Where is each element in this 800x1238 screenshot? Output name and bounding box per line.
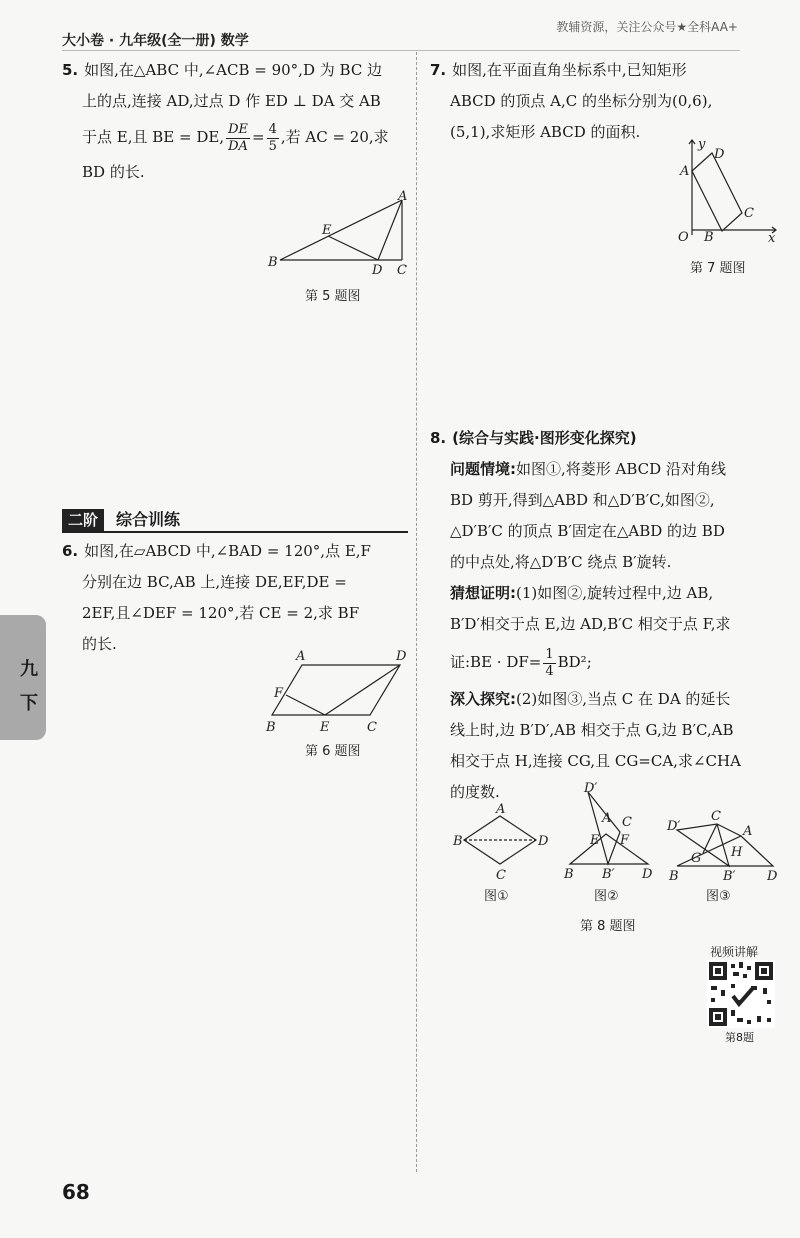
side-tab-char-2: 下 (20, 693, 38, 714)
question-5 (62, 55, 408, 188)
header-book-title: 大小卷 · 九年级(全一册) 数学 (62, 33, 249, 49)
label-bp: B′ (602, 867, 615, 882)
label-b: B (704, 230, 714, 245)
q6-line-3: 2EF,且∠DEF = 120°,若 CE = 2,求 BF (82, 604, 360, 622)
figure-q6 (262, 645, 422, 740)
segment-ed (328, 236, 378, 260)
q5-line-3 (62, 117, 408, 157)
label-a: A (743, 824, 753, 839)
q8-p1-2: BD 剪开,得到△ABD 和△D′B′C,如图②, (450, 491, 715, 509)
side-tab (0, 615, 46, 740)
label-g: G (691, 851, 702, 866)
q5-line-3a: 于点 E,且 BE = DE, (82, 128, 225, 146)
label-a: A (680, 164, 690, 179)
label-e: E (322, 223, 332, 238)
header-watermark: 教辅资源，关注公众号★全科AA+ (556, 20, 738, 34)
label-h: H (731, 845, 743, 860)
question-number: 8. (430, 429, 447, 447)
section-tag: 二阶 (62, 509, 104, 531)
q7-line-1: 如图,在平面直角坐标系中,已知矩形 (452, 61, 687, 79)
qr-title: 视频讲解 (710, 945, 759, 959)
figure-q8-3 (665, 808, 785, 884)
q8-p2-1: (1)如图②,旋转过程中,边 AB, (516, 584, 714, 602)
q6-line-2: 分别在边 BC,AB 上,连接 DE,EF,DE = (82, 573, 347, 591)
segment-ef (286, 695, 325, 715)
segment-ab (280, 200, 402, 260)
figure-q5 (262, 190, 422, 280)
label-b: B (669, 869, 679, 884)
q8-p2-3a: 证:BE · DF= (450, 653, 542, 671)
label-x: x (768, 231, 776, 245)
label-f: F (274, 686, 284, 701)
q8-label-conjecture: 猜想证明: (450, 584, 516, 602)
q7-line-2: ABCD 的顶点 A,C 的坐标分别为(0,6), (450, 92, 713, 110)
question-8 (430, 423, 782, 808)
q8-p3-3: 相交于点 H,连接 CG,且 CG=CA,求∠CHA (450, 752, 741, 770)
label-bp: B′ (723, 869, 736, 884)
q8-p3-1: (2)如图③,当点 C 在 DA 的延长 (516, 690, 731, 708)
segment-de (325, 665, 400, 715)
q8-p1-4: 的中点处,将△D′B′C 绕点 B′旋转. (450, 553, 672, 571)
label-y: y (698, 137, 706, 152)
q5-fraction-de-da: $\frac{DE}{DA}$ (228, 121, 248, 154)
rectangle-abcd (692, 153, 742, 231)
page-number: 68 (62, 1180, 90, 1204)
q7-line-3: (5,1),求矩形 ABCD 的面积. (450, 123, 641, 141)
figure-q8-1 (452, 802, 552, 882)
q7-caption: 第 7 题图 (690, 261, 746, 276)
q8-p2-3b: BD²; (557, 653, 592, 671)
question-6 (62, 536, 408, 660)
q8-title: (综合与实践·图形变化探究) (452, 429, 637, 447)
label-a: A (602, 811, 612, 826)
triangle-abd (570, 834, 648, 864)
q8-p3-4: 的度数. (450, 783, 500, 801)
question-number: 5. (62, 61, 79, 79)
fig2-label: 图② (594, 889, 619, 904)
label-dp: D′ (667, 819, 681, 834)
q6-caption: 第 6 题图 (305, 744, 361, 759)
q8-p3-2: 线上时,边 B′D′,AB 相交于点 G,边 B′C,AB (450, 721, 734, 739)
q5-line-4: BD 的长. (82, 163, 145, 181)
header-rule (62, 50, 740, 51)
label-a: A (496, 802, 506, 817)
label-c: C (622, 815, 632, 830)
label-dp: D′ (584, 781, 598, 796)
q5-fraction-4-5: $\frac{4}{5}$ (268, 121, 277, 154)
q8-label-explore: 深入探究: (450, 690, 516, 708)
label-d: D (396, 649, 407, 664)
figure-q8-2 (562, 780, 662, 882)
label-c: C (496, 868, 506, 882)
q8-fraction-1-4: $\frac{1}{4}$ (545, 646, 554, 679)
q5-line-3b: ,若 AC = 20,求 (280, 128, 389, 146)
label-a: A (296, 649, 306, 664)
q8-caption: 第 8 题图 (580, 919, 636, 934)
triangle-dpbpc (588, 792, 620, 864)
label-o: O (678, 230, 689, 245)
label-e: E (590, 833, 600, 848)
label-e: E (320, 720, 330, 735)
q5-line-1: 如图,在△ABC 中,∠ACB = 90°,D 为 BC 边 (84, 61, 383, 79)
label-b: B (453, 834, 463, 849)
q5-caption: 第 5 题图 (305, 289, 361, 304)
label-c: C (367, 720, 377, 735)
question-number: 6. (62, 542, 79, 560)
q8-p1-1: 如图①,将菱形 ABCD 沿对角线 (516, 460, 726, 478)
q8-p1-3: △D′B′C 的顶点 B′固定在△ABD 的边 BD (450, 522, 725, 540)
label-a: A (398, 190, 408, 204)
qr-caption: 第8题 (725, 1031, 754, 1044)
qr-code[interactable] (707, 960, 775, 1028)
label-d: D (372, 263, 383, 278)
section-header (62, 509, 408, 533)
question-number: 7. (430, 61, 447, 79)
section-title: 综合训练 (116, 510, 181, 529)
fig3-label: 图③ (706, 889, 731, 904)
label-d: D (767, 869, 778, 884)
q8-label-problem: 问题情境: (450, 460, 516, 478)
q5-line-2: 上的点,连接 AD,过点 D 作 ED ⊥ DA 交 AB (82, 92, 381, 110)
side-tab-char-1: 九 (20, 659, 38, 680)
label-b: B (564, 867, 574, 882)
segment-ca (717, 824, 741, 836)
label-d: D (714, 147, 725, 162)
segment-ad (378, 200, 402, 260)
q8-p2-2: B′D′相交于点 E,边 AD,B′C 相交于点 F,求 (450, 615, 731, 633)
label-c: C (711, 809, 721, 824)
label-b: B (266, 720, 276, 735)
label-d: D (642, 867, 653, 882)
q5-equals: = (252, 128, 265, 146)
fig1-label: 图① (484, 889, 509, 904)
q6-line-4: 的长. (82, 635, 117, 653)
label-c: C (744, 206, 754, 221)
figure-q7 (670, 135, 785, 245)
label-d: D (538, 834, 549, 849)
q6-line-1: 如图,在▱ABCD 中,∠BAD = 120°,点 E,F (84, 542, 371, 560)
label-c: C (397, 263, 407, 278)
label-b: B (268, 255, 278, 270)
label-f: F (620, 833, 630, 848)
